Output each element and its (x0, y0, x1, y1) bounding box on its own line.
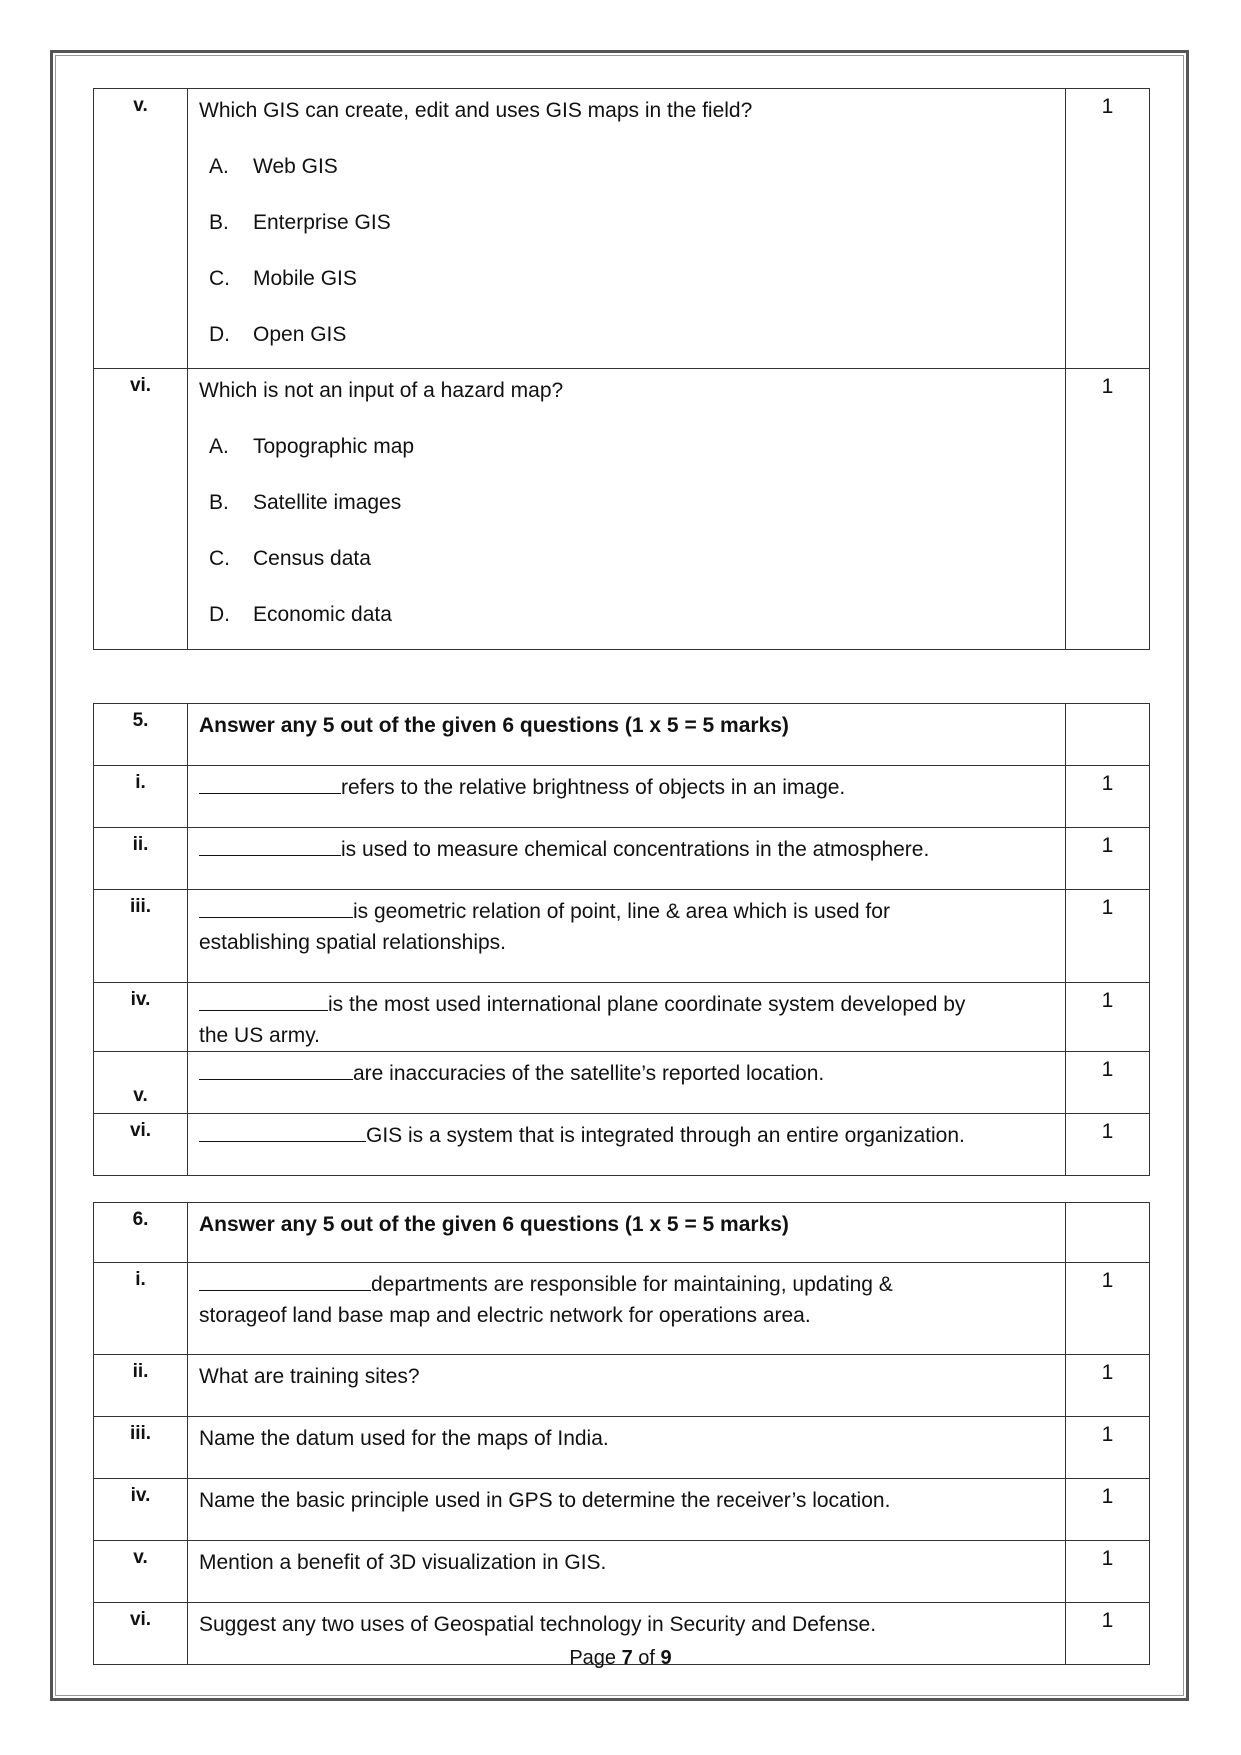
table-row (94, 1541, 1150, 1603)
marks-cell: 1 (1066, 1603, 1150, 1665)
question-text: Name the datum used for the maps of India. (188, 1417, 1066, 1479)
question-number: iii. (94, 1417, 188, 1479)
question-number: i. (94, 1263, 188, 1355)
section-6-table (93, 1202, 1150, 1665)
option-a: A. Web GIS (209, 155, 338, 178)
page-label: Page (569, 1647, 617, 1669)
marks-cell: 1 (1066, 1541, 1150, 1603)
marks-cell: 1 (1066, 1355, 1150, 1417)
question-text: Mention a benefit of 3D visualization in GIS. (188, 1541, 1066, 1603)
option-d: D. Economic data (209, 603, 392, 626)
question-cell (188, 1263, 1066, 1355)
table-row (94, 983, 1150, 1052)
question-text: Name the basic principle used in GPS to determine the receiver’s location. (188, 1479, 1066, 1541)
question-cell (188, 766, 1066, 828)
section-header-row (94, 1203, 1150, 1263)
marks-cell: 1 (1066, 1417, 1150, 1479)
question-cell (188, 369, 1066, 650)
option-b: B. Satellite images (209, 491, 402, 514)
question-number: iv. (94, 1479, 188, 1541)
table-row (94, 369, 1150, 650)
section-header-row (94, 704, 1150, 766)
table-row (94, 1114, 1150, 1176)
answer-blank (199, 897, 353, 918)
marks-cell: 1 (1066, 1052, 1150, 1114)
question-number: v. (94, 89, 188, 369)
question-number: v. (94, 1541, 188, 1603)
question-number: ii. (94, 828, 188, 890)
marks-cell: 1 (1066, 766, 1150, 828)
question-text: is used to measure chemical concentrations in the atmosphere. (341, 838, 930, 861)
question-cell (188, 890, 1066, 983)
page-number: 7 (621, 1647, 633, 1669)
question-number: v. (94, 1052, 188, 1114)
question-cell (188, 89, 1066, 369)
option-c: C. Census data (209, 547, 371, 570)
table-row (94, 1479, 1150, 1541)
question-number: i. (94, 766, 188, 828)
table-row (94, 89, 1150, 369)
section-number: 6. (94, 1203, 188, 1263)
marks-cell: 1 (1066, 983, 1150, 1052)
question-text-continued: establishing spatial relationships. (199, 931, 507, 954)
section-5-table (93, 703, 1150, 1176)
answer-blank (199, 1059, 353, 1080)
table-row (94, 766, 1150, 828)
question-number: iv. (94, 983, 188, 1052)
table-row (94, 1263, 1150, 1355)
marks-cell: 1 (1066, 369, 1150, 650)
marks-cell: 1 (1066, 1479, 1150, 1541)
question-text: refers to the relative brightness of objects in an image. (341, 776, 846, 799)
table-row (94, 1052, 1150, 1114)
page-footer (0, 1647, 1241, 1670)
answer-blank (199, 1121, 366, 1142)
question-text: are inaccuracies of the satellite’s reported location. (353, 1062, 825, 1085)
marks-cell (1066, 704, 1150, 766)
question-text: Suggest any two uses of Geospatial technology in Security and Defense. (188, 1603, 1066, 1665)
answer-blank (199, 990, 328, 1011)
question-text-continued: storageof land base map and electric network for operations area. (199, 1304, 811, 1327)
mcq-table (93, 88, 1150, 650)
section-header: Answer any 5 out of the given 6 questions (1 x 5 = 5 marks) (188, 1203, 1066, 1263)
marks-cell (1066, 1203, 1150, 1263)
question-number: ii. (94, 1355, 188, 1417)
question-cell (188, 828, 1066, 890)
of-label: of (638, 1647, 655, 1669)
marks-cell: 1 (1066, 1114, 1150, 1176)
option-c: C. Mobile GIS (209, 267, 357, 290)
table-row (94, 1417, 1150, 1479)
marks-cell: 1 (1066, 890, 1150, 983)
option-b: B. Enterprise GIS (209, 211, 391, 234)
option-d: D. Open GIS (209, 323, 347, 346)
table-row (94, 890, 1150, 983)
question-text: departments are responsible for maintaining, updating & (371, 1273, 893, 1296)
question-number: vi. (94, 1114, 188, 1176)
question-number: vi. (94, 369, 188, 650)
table-row (94, 828, 1150, 890)
section-header: Answer any 5 out of the given 6 questions (1 x 5 = 5 marks) (188, 704, 1066, 766)
question-cell (188, 1052, 1066, 1114)
question-text: is geometric relation of point, line & area which is used for (353, 900, 890, 923)
question-text: Which is not an input of a hazard map? (199, 379, 564, 402)
table-row (94, 1355, 1150, 1417)
question-text: GIS is a system that is integrated through an entire organization. (366, 1124, 965, 1147)
marks-cell: 1 (1066, 1263, 1150, 1355)
option-a: A. Topographic map (209, 435, 415, 458)
question-text-continued: the US army. (199, 1024, 320, 1047)
answer-blank (199, 1270, 371, 1291)
page-total: 9 (660, 1647, 672, 1669)
question-text: is the most used international plane coordinate system developed by (328, 993, 966, 1016)
answer-blank (199, 773, 341, 794)
marks-cell: 1 (1066, 828, 1150, 890)
question-text: Which GIS can create, edit and uses GIS maps in the field? (199, 99, 753, 122)
question-cell (188, 1114, 1066, 1176)
question-number: vi. (94, 1603, 188, 1665)
marks-cell: 1 (1066, 89, 1150, 369)
question-text: What are training sites? (188, 1355, 1066, 1417)
question-number: iii. (94, 890, 188, 983)
section-number: 5. (94, 704, 188, 766)
question-cell (188, 983, 1066, 1052)
answer-blank (199, 835, 341, 856)
